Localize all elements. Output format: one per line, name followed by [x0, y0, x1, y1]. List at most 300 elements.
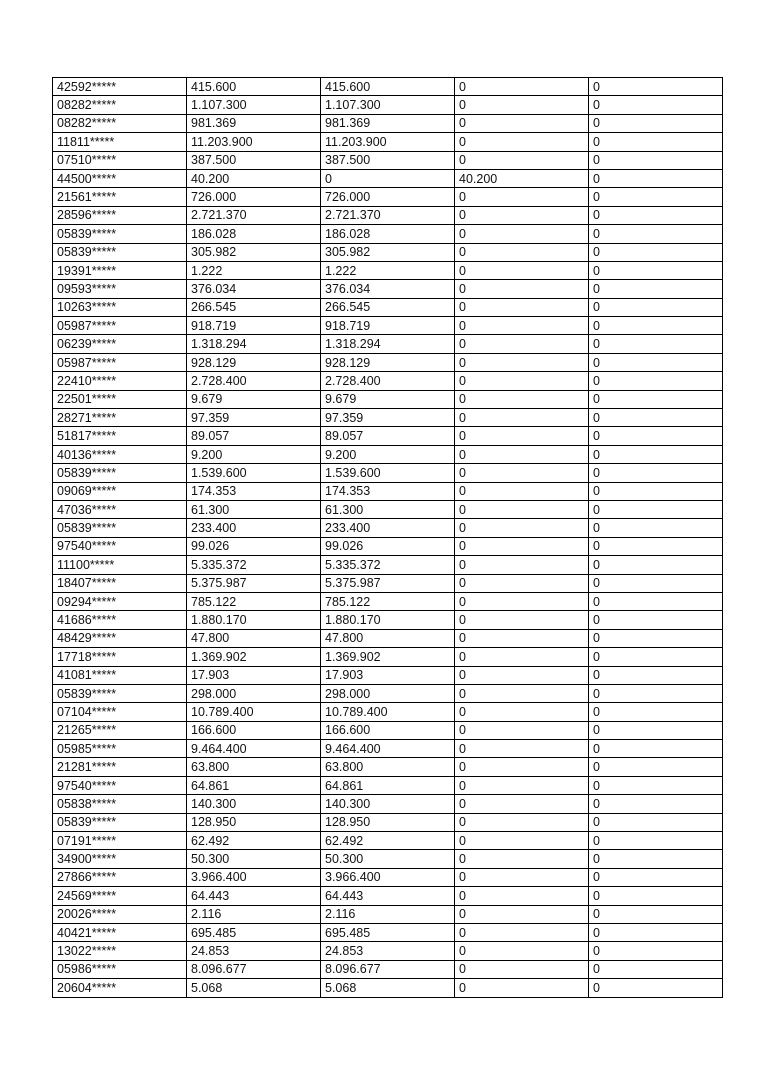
amount-cell: 166.600 [187, 721, 321, 739]
amount-3-cell: 0 [455, 280, 589, 298]
amount-4-cell: 0 [589, 243, 723, 261]
amount-cell: 233.400 [187, 519, 321, 537]
table-row [53, 684, 723, 702]
amount-cell: 2.728.400 [187, 372, 321, 390]
table-row [53, 758, 723, 776]
amount-4-cell: 0 [589, 372, 723, 390]
table-row [53, 445, 723, 463]
amount-4-cell: 0 [589, 280, 723, 298]
amount-3-cell: 0 [455, 666, 589, 684]
amount-2-cell: 140.300 [321, 795, 455, 813]
amount-2-cell: 981.369 [321, 114, 455, 132]
table-row [53, 390, 723, 408]
id-cell: 08282***** [53, 96, 187, 114]
amount-3-cell: 0 [455, 923, 589, 941]
amount-cell: 8.096.677 [187, 960, 321, 978]
id-cell: 07510***** [53, 151, 187, 169]
amount-3-cell: 0 [455, 776, 589, 794]
amount-2-cell: 166.600 [321, 721, 455, 739]
id-cell: 05839***** [53, 464, 187, 482]
amount-cell: 387.500 [187, 151, 321, 169]
table-row [53, 905, 723, 923]
amount-4-cell: 0 [589, 574, 723, 592]
amount-2-cell: 17.903 [321, 666, 455, 684]
amount-2-cell: 2.116 [321, 905, 455, 923]
id-cell: 05986***** [53, 960, 187, 978]
amount-3-cell: 0 [455, 445, 589, 463]
amount-4-cell: 0 [589, 151, 723, 169]
amount-2-cell: 305.982 [321, 243, 455, 261]
table-row [53, 592, 723, 610]
amount-2-cell: 62.492 [321, 832, 455, 850]
amount-3-cell: 0 [455, 592, 589, 610]
table-row [53, 78, 723, 96]
amount-2-cell: 266.545 [321, 298, 455, 316]
amount-2-cell: 5.068 [321, 979, 455, 997]
amount-3-cell: 0 [455, 979, 589, 997]
amount-cell: 47.800 [187, 629, 321, 647]
amount-4-cell: 0 [589, 133, 723, 151]
amount-cell: 97.359 [187, 409, 321, 427]
amount-cell: 61.300 [187, 500, 321, 518]
id-cell: 09294***** [53, 592, 187, 610]
amount-cell: 376.034 [187, 280, 321, 298]
amount-2-cell: 24.853 [321, 942, 455, 960]
amount-3-cell: 0 [455, 629, 589, 647]
amount-4-cell: 0 [589, 868, 723, 886]
amount-3-cell: 0 [455, 740, 589, 758]
amount-4-cell: 0 [589, 923, 723, 941]
table-row [53, 482, 723, 500]
id-cell: 97540***** [53, 776, 187, 794]
id-cell: 47036***** [53, 500, 187, 518]
amount-4-cell: 0 [589, 887, 723, 905]
id-cell: 09593***** [53, 280, 187, 298]
amount-4-cell: 0 [589, 758, 723, 776]
amount-cell: 266.545 [187, 298, 321, 316]
amount-4-cell: 0 [589, 648, 723, 666]
amount-2-cell: 376.034 [321, 280, 455, 298]
table-row [53, 133, 723, 151]
id-cell: 21281***** [53, 758, 187, 776]
table-row [53, 776, 723, 794]
table-row [53, 795, 723, 813]
id-cell: 05839***** [53, 225, 187, 243]
amount-cell: 1.107.300 [187, 96, 321, 114]
table-row [53, 666, 723, 684]
amount-cell: 918.719 [187, 317, 321, 335]
amount-cell: 9.464.400 [187, 740, 321, 758]
amount-2-cell: 1.539.600 [321, 464, 455, 482]
id-cell: 42592***** [53, 78, 187, 96]
amount-4-cell: 0 [589, 464, 723, 482]
amount-2-cell: 9.464.400 [321, 740, 455, 758]
amount-cell: 64.443 [187, 887, 321, 905]
id-cell: 11100***** [53, 556, 187, 574]
amount-4-cell: 0 [589, 353, 723, 371]
id-cell: 28271***** [53, 409, 187, 427]
amount-4-cell: 0 [589, 537, 723, 555]
amount-3-cell: 0 [455, 556, 589, 574]
amount-3-cell: 0 [455, 758, 589, 776]
id-cell: 11811***** [53, 133, 187, 151]
table-row [53, 206, 723, 224]
amount-2-cell: 9.679 [321, 390, 455, 408]
amount-cell: 24.853 [187, 942, 321, 960]
id-cell: 40421***** [53, 923, 187, 941]
amount-4-cell: 0 [589, 317, 723, 335]
table-row [53, 151, 723, 169]
amount-3-cell: 0 [455, 482, 589, 500]
amount-cell: 50.300 [187, 850, 321, 868]
amount-cell: 695.485 [187, 923, 321, 941]
amount-3-cell: 0 [455, 905, 589, 923]
id-cell: 21561***** [53, 188, 187, 206]
table-row [53, 353, 723, 371]
amount-2-cell: 3.966.400 [321, 868, 455, 886]
amount-3-cell: 0 [455, 317, 589, 335]
table-row [53, 169, 723, 187]
amount-4-cell: 0 [589, 169, 723, 187]
amount-2-cell: 64.861 [321, 776, 455, 794]
table-row [53, 464, 723, 482]
amount-2-cell: 1.107.300 [321, 96, 455, 114]
table-row [53, 887, 723, 905]
amount-4-cell: 0 [589, 721, 723, 739]
amount-3-cell: 0 [455, 868, 589, 886]
amount-4-cell: 0 [589, 225, 723, 243]
id-cell: 05985***** [53, 740, 187, 758]
table-row [53, 500, 723, 518]
amount-2-cell: 2.728.400 [321, 372, 455, 390]
amount-3-cell: 0 [455, 574, 589, 592]
amount-cell: 305.982 [187, 243, 321, 261]
amount-3-cell: 0 [455, 519, 589, 537]
amount-cell: 1.539.600 [187, 464, 321, 482]
id-cell: 20604***** [53, 979, 187, 997]
id-cell: 22410***** [53, 372, 187, 390]
id-cell: 41081***** [53, 666, 187, 684]
amount-4-cell: 0 [589, 96, 723, 114]
amount-3-cell: 40.200 [455, 169, 589, 187]
amount-cell: 9.679 [187, 390, 321, 408]
amount-3-cell: 0 [455, 721, 589, 739]
amount-cell: 785.122 [187, 592, 321, 610]
table-row [53, 261, 723, 279]
amount-cell: 726.000 [187, 188, 321, 206]
amount-4-cell: 0 [589, 666, 723, 684]
table-row [53, 280, 723, 298]
table-row [53, 611, 723, 629]
amount-4-cell: 0 [589, 427, 723, 445]
amount-cell: 186.028 [187, 225, 321, 243]
amount-4-cell: 0 [589, 592, 723, 610]
amount-4-cell: 0 [589, 298, 723, 316]
amount-2-cell: 174.353 [321, 482, 455, 500]
amount-3-cell: 0 [455, 850, 589, 868]
id-cell: 44500***** [53, 169, 187, 187]
table-row [53, 832, 723, 850]
id-cell: 13022***** [53, 942, 187, 960]
table-row [53, 868, 723, 886]
amount-3-cell: 0 [455, 611, 589, 629]
amount-cell: 1.222 [187, 261, 321, 279]
id-cell: 05839***** [53, 813, 187, 831]
amount-cell: 99.026 [187, 537, 321, 555]
amount-2-cell: 11.203.900 [321, 133, 455, 151]
amount-4-cell: 0 [589, 335, 723, 353]
amount-3-cell: 0 [455, 813, 589, 831]
table-row [53, 537, 723, 555]
amount-3-cell: 0 [455, 353, 589, 371]
amount-3-cell: 0 [455, 537, 589, 555]
amount-4-cell: 0 [589, 390, 723, 408]
amount-4-cell: 0 [589, 188, 723, 206]
amount-2-cell: 89.057 [321, 427, 455, 445]
id-cell: 06239***** [53, 335, 187, 353]
amount-3-cell: 0 [455, 225, 589, 243]
amount-4-cell: 0 [589, 703, 723, 721]
id-cell: 97540***** [53, 537, 187, 555]
id-cell: 18407***** [53, 574, 187, 592]
amount-4-cell: 0 [589, 206, 723, 224]
table-row [53, 519, 723, 537]
amount-2-cell: 233.400 [321, 519, 455, 537]
table-row [53, 335, 723, 353]
id-cell: 05838***** [53, 795, 187, 813]
amount-2-cell: 695.485 [321, 923, 455, 941]
table-row [53, 96, 723, 114]
amount-cell: 1.369.902 [187, 648, 321, 666]
amount-cell: 17.903 [187, 666, 321, 684]
amount-3-cell: 0 [455, 390, 589, 408]
table-row [53, 850, 723, 868]
id-cell: 51817***** [53, 427, 187, 445]
table-row [53, 317, 723, 335]
table-row [53, 721, 723, 739]
amount-2-cell: 2.721.370 [321, 206, 455, 224]
id-cell: 05839***** [53, 519, 187, 537]
amount-cell: 128.950 [187, 813, 321, 831]
id-cell: 07104***** [53, 703, 187, 721]
id-cell: 17718***** [53, 648, 187, 666]
amount-2-cell: 10.789.400 [321, 703, 455, 721]
amount-2-cell: 5.375.987 [321, 574, 455, 592]
amount-4-cell: 0 [589, 482, 723, 500]
id-cell: 05987***** [53, 317, 187, 335]
id-cell: 41686***** [53, 611, 187, 629]
id-cell: 10263***** [53, 298, 187, 316]
amount-cell: 2.116 [187, 905, 321, 923]
id-cell: 24569***** [53, 887, 187, 905]
amount-2-cell: 97.359 [321, 409, 455, 427]
amount-4-cell: 0 [589, 850, 723, 868]
id-cell: 48429***** [53, 629, 187, 647]
amount-3-cell: 0 [455, 114, 589, 132]
amount-2-cell: 61.300 [321, 500, 455, 518]
amount-4-cell: 0 [589, 740, 723, 758]
amount-2-cell: 785.122 [321, 592, 455, 610]
table-row [53, 243, 723, 261]
amount-2-cell: 5.335.372 [321, 556, 455, 574]
amount-4-cell: 0 [589, 261, 723, 279]
amount-4-cell: 0 [589, 776, 723, 794]
amount-4-cell: 0 [589, 832, 723, 850]
table-row [53, 556, 723, 574]
amount-3-cell: 0 [455, 795, 589, 813]
amount-3-cell: 0 [455, 684, 589, 702]
amount-cell: 5.375.987 [187, 574, 321, 592]
id-cell: 28596***** [53, 206, 187, 224]
amount-2-cell: 918.719 [321, 317, 455, 335]
amount-4-cell: 0 [589, 905, 723, 923]
amount-cell: 5.335.372 [187, 556, 321, 574]
amount-3-cell: 0 [455, 409, 589, 427]
id-cell: 20026***** [53, 905, 187, 923]
amount-4-cell: 0 [589, 500, 723, 518]
table-row [53, 574, 723, 592]
amount-2-cell: 1.369.902 [321, 648, 455, 666]
table-row [53, 188, 723, 206]
table-row [53, 923, 723, 941]
amount-cell: 10.789.400 [187, 703, 321, 721]
amount-4-cell: 0 [589, 629, 723, 647]
amount-3-cell: 0 [455, 151, 589, 169]
amount-3-cell: 0 [455, 942, 589, 960]
amount-cell: 2.721.370 [187, 206, 321, 224]
amount-cell: 981.369 [187, 114, 321, 132]
id-cell: 34900***** [53, 850, 187, 868]
amount-3-cell: 0 [455, 261, 589, 279]
table-row [53, 740, 723, 758]
amount-cell: 5.068 [187, 979, 321, 997]
amount-3-cell: 0 [455, 427, 589, 445]
amount-cell: 40.200 [187, 169, 321, 187]
table-row [53, 225, 723, 243]
id-cell: 08282***** [53, 114, 187, 132]
amount-2-cell: 64.443 [321, 887, 455, 905]
amount-4-cell: 0 [589, 960, 723, 978]
amount-3-cell: 0 [455, 78, 589, 96]
amount-4-cell: 0 [589, 114, 723, 132]
amount-cell: 415.600 [187, 78, 321, 96]
amount-cell: 1.880.170 [187, 611, 321, 629]
amount-cell: 64.861 [187, 776, 321, 794]
amount-2-cell: 8.096.677 [321, 960, 455, 978]
amount-2-cell: 0 [321, 169, 455, 187]
amount-3-cell: 0 [455, 648, 589, 666]
amount-4-cell: 0 [589, 556, 723, 574]
amount-2-cell: 387.500 [321, 151, 455, 169]
amount-cell: 63.800 [187, 758, 321, 776]
amount-4-cell: 0 [589, 942, 723, 960]
amount-2-cell: 50.300 [321, 850, 455, 868]
table-row [53, 648, 723, 666]
amount-2-cell: 128.950 [321, 813, 455, 831]
amount-3-cell: 0 [455, 703, 589, 721]
amount-2-cell: 63.800 [321, 758, 455, 776]
amount-3-cell: 0 [455, 298, 589, 316]
amount-cell: 140.300 [187, 795, 321, 813]
table-row [53, 979, 723, 997]
amount-2-cell: 1.880.170 [321, 611, 455, 629]
id-cell: 19391***** [53, 261, 187, 279]
amount-3-cell: 0 [455, 832, 589, 850]
amount-3-cell: 0 [455, 335, 589, 353]
amount-3-cell: 0 [455, 372, 589, 390]
amount-2-cell: 726.000 [321, 188, 455, 206]
amount-2-cell: 415.600 [321, 78, 455, 96]
id-cell: 05987***** [53, 353, 187, 371]
amount-3-cell: 0 [455, 960, 589, 978]
amount-cell: 3.966.400 [187, 868, 321, 886]
table-row [53, 960, 723, 978]
amount-4-cell: 0 [589, 519, 723, 537]
table-row [53, 298, 723, 316]
amount-3-cell: 0 [455, 464, 589, 482]
id-cell: 21265***** [53, 721, 187, 739]
amount-cell: 11.203.900 [187, 133, 321, 151]
table-body [53, 78, 723, 998]
table-row [53, 372, 723, 390]
amount-2-cell: 9.200 [321, 445, 455, 463]
amount-2-cell: 298.000 [321, 684, 455, 702]
amount-3-cell: 0 [455, 188, 589, 206]
amount-4-cell: 0 [589, 409, 723, 427]
id-cell: 27866***** [53, 868, 187, 886]
amount-2-cell: 1.222 [321, 261, 455, 279]
amount-4-cell: 0 [589, 611, 723, 629]
amount-cell: 928.129 [187, 353, 321, 371]
amount-4-cell: 0 [589, 78, 723, 96]
amount-cell: 62.492 [187, 832, 321, 850]
table-row [53, 409, 723, 427]
table-row [53, 703, 723, 721]
amount-2-cell: 47.800 [321, 629, 455, 647]
amount-3-cell: 0 [455, 887, 589, 905]
amount-cell: 89.057 [187, 427, 321, 445]
id-cell: 05839***** [53, 684, 187, 702]
amount-3-cell: 0 [455, 500, 589, 518]
amount-4-cell: 0 [589, 445, 723, 463]
amount-2-cell: 928.129 [321, 353, 455, 371]
amount-3-cell: 0 [455, 243, 589, 261]
amount-cell: 174.353 [187, 482, 321, 500]
amount-cell: 298.000 [187, 684, 321, 702]
amount-2-cell: 186.028 [321, 225, 455, 243]
amount-3-cell: 0 [455, 206, 589, 224]
amount-4-cell: 0 [589, 813, 723, 831]
table-row [53, 114, 723, 132]
id-cell: 22501***** [53, 390, 187, 408]
id-cell: 07191***** [53, 832, 187, 850]
amount-3-cell: 0 [455, 133, 589, 151]
amount-cell: 9.200 [187, 445, 321, 463]
table-row [53, 813, 723, 831]
amount-4-cell: 0 [589, 795, 723, 813]
table-row [53, 942, 723, 960]
table-row [53, 427, 723, 445]
amount-2-cell: 1.318.294 [321, 335, 455, 353]
table-row [53, 629, 723, 647]
amount-3-cell: 0 [455, 96, 589, 114]
amount-cell: 1.318.294 [187, 335, 321, 353]
amount-2-cell: 99.026 [321, 537, 455, 555]
amount-4-cell: 0 [589, 684, 723, 702]
id-cell: 09069***** [53, 482, 187, 500]
amount-4-cell: 0 [589, 979, 723, 997]
id-cell: 40136***** [53, 445, 187, 463]
